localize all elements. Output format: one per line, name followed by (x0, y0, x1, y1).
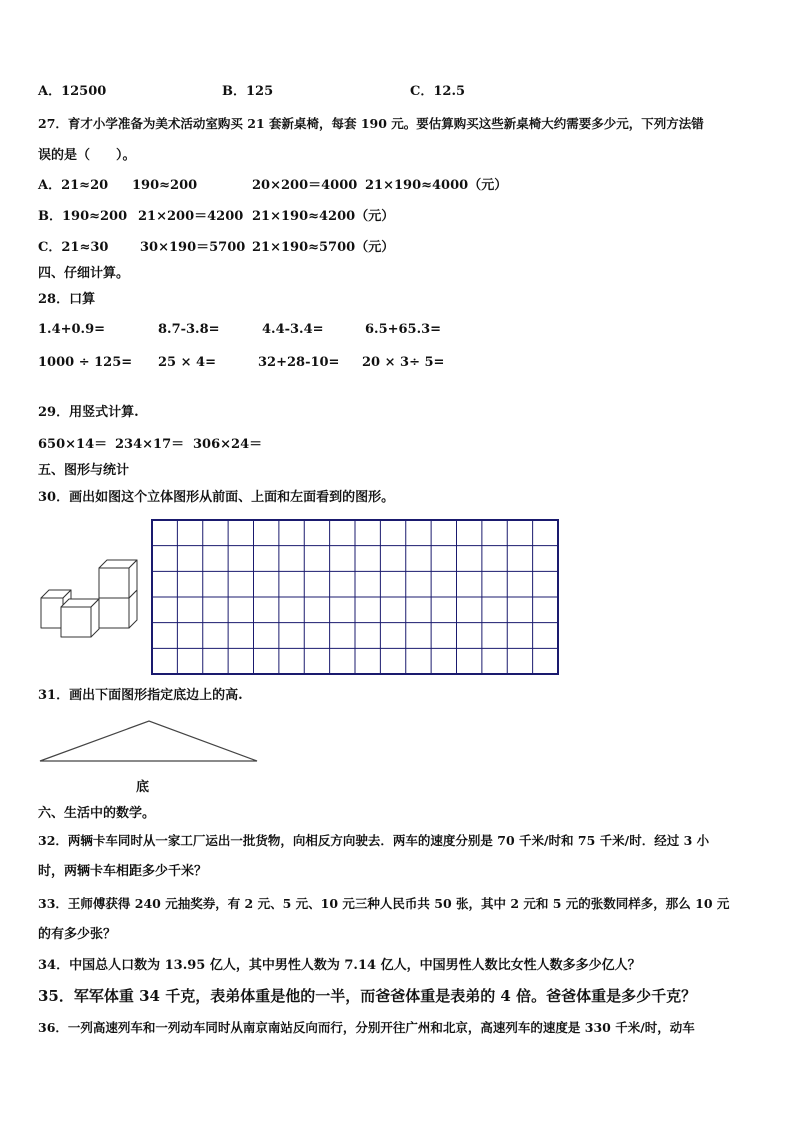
q32-line1: 32．两辆卡车同时从一家工厂运出一批货物，向相反方向驶去．两车的速度分别是 70 千米/时和 75 千米/时．经过 3 小 (38, 833, 710, 848)
q28-row2-item4: 20 × 3÷ 5= (362, 355, 445, 370)
q36-text: 36．一列高速列车和一列动车同时从南京南站反向而行，分别开往广州和北京，高速列车的速度是 330 千米/时，动车 (38, 1020, 695, 1035)
q26-option-c: C．12.5 (410, 84, 466, 99)
q28-label: 28．口算 (38, 292, 96, 307)
q28-row2-item3: 32+28-10= (258, 355, 340, 370)
q33-line2: 的有多少张？ (38, 927, 117, 942)
q27-option-b-3: 21×190≈4200（元） (252, 209, 395, 224)
q32-line2: 时，两辆卡车相距多少千米？ (38, 864, 208, 879)
q27-stem-line1: 27．育才小学准备为美术活动室购买 21 套新桌椅，每套 190 元。要估算购买这些新桌椅大约需要多少元，下列方法错 (38, 116, 704, 131)
q27-option-a-1: A．21≈20 (38, 178, 109, 193)
q35-text: 35．军军体重 34 千克，表弟体重是他的一半，而爸爸体重是表弟的 4 倍。爸爸体重是多少千克？ (38, 987, 697, 1005)
q27-option-c-2: 30×190＝5700 (140, 240, 246, 255)
q27-option-c-1: C．21≈30 (38, 240, 109, 255)
q29-item1: 650×14＝ (38, 437, 108, 452)
q29-item3: 306×24＝ (193, 437, 263, 452)
q28-row1-item3: 4.4-3.4= (262, 322, 324, 337)
q29-item2: 234×17＝ (115, 437, 185, 452)
q28-row1-item4: 6.5+65.3= (365, 322, 442, 337)
section-5-heading: 五、图形与统计 (38, 463, 130, 478)
q31-base-label: 底 (136, 780, 150, 795)
q30-label: 30．画出如图这个立体图形从前面、上面和左面看到的图形。 (38, 490, 395, 505)
q27-option-a-2: 190≈200 (132, 178, 198, 193)
section-4-heading: 四、仔细计算。 (38, 266, 130, 281)
q28-row2-item2: 25 × 4= (158, 355, 216, 370)
q27-option-a-3: 20×200＝4000 (252, 178, 358, 193)
q34-text: 34．中国总人口数为 13.95 亿人，其中男性人数为 7.14 亿人，中国男性人数比女性人数多多少亿人？ (38, 958, 641, 973)
q30-answer-grid[interactable] (150, 518, 560, 676)
q27-option-a-4: 21×190≈4000（元） (365, 178, 508, 193)
q31-label: 31．画出下面图形指定底边上的高. (38, 688, 243, 703)
q29-label: 29．用竖式计算. (38, 405, 139, 420)
q33-line1: 33．王师傅获得 240 元抽奖券，有 2 元、5 元、10 元三种人民币共 50 张，其中 2 元和 5 元的张数同样多，那么 10 元 (38, 896, 730, 911)
section-6-heading: 六、生活中的数学。 (38, 806, 156, 821)
q26-option-a: A．12500 (38, 84, 107, 99)
q27-option-b-1: B．190≈200 (38, 209, 128, 224)
q27-stem-line2: 误的是（ ）。 (38, 148, 136, 163)
q28-row1-item2: 8.7-3.8= (158, 322, 220, 337)
q28-row1-item1: 1.4+0.9= (38, 322, 106, 337)
q30-cube-figure (38, 556, 143, 641)
q26-option-b: B．125 (222, 84, 274, 99)
q28-row2-item1: 1000 ÷ 125= (38, 355, 133, 370)
q31-triangle (38, 718, 260, 766)
q27-option-c-3: 21×190≈5700（元） (252, 240, 395, 255)
q27-option-b-2: 21×200＝4200 (138, 209, 244, 224)
